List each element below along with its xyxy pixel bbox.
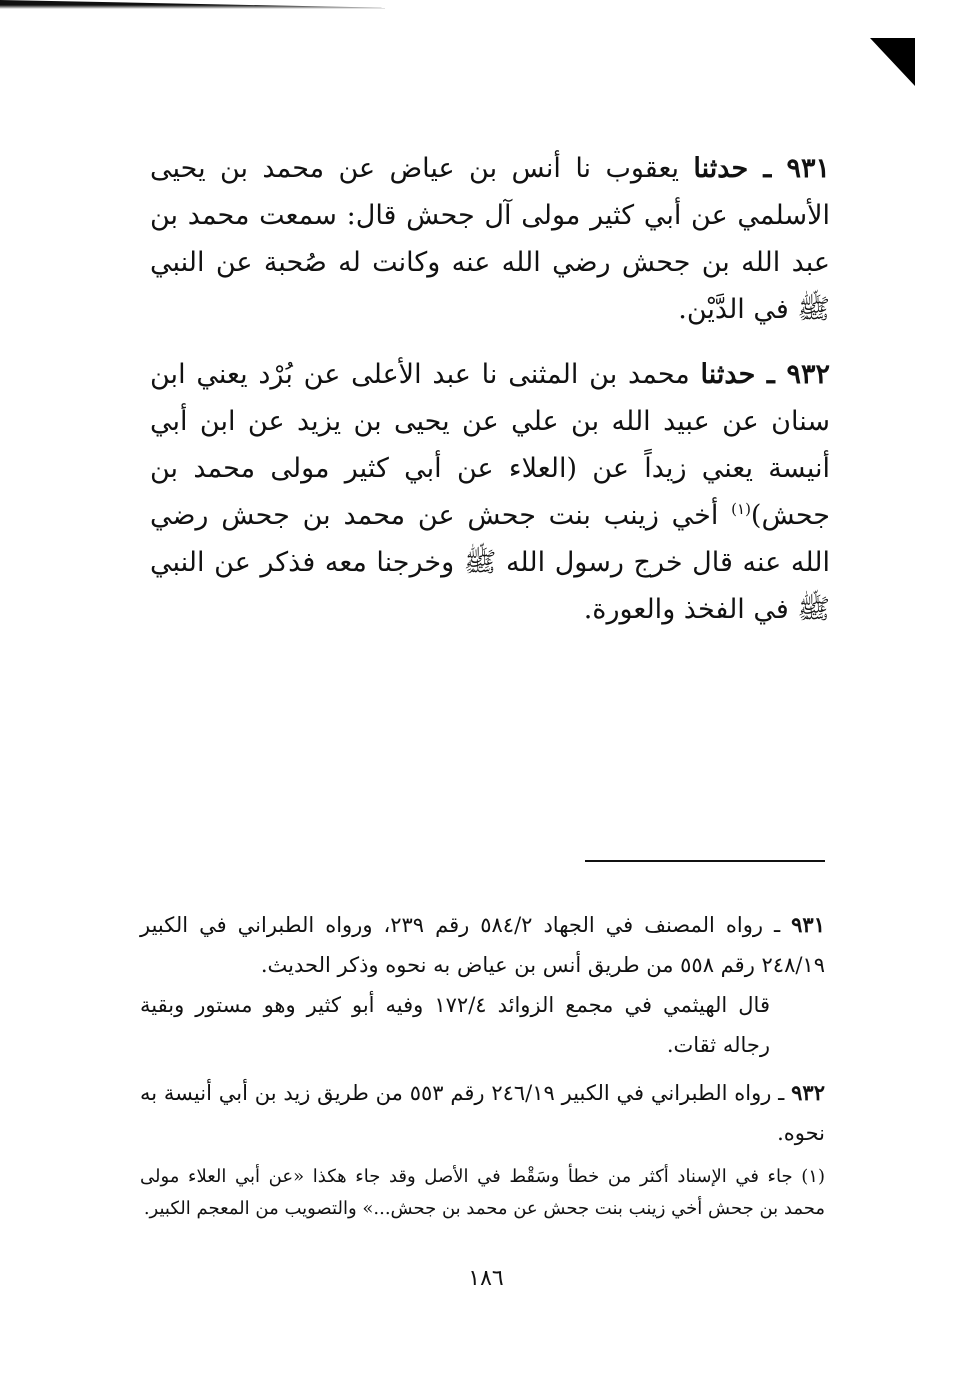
main-text-block — [150, 145, 830, 651]
hadith-lead-word: حدثنا — [700, 359, 756, 390]
hadith-number: ٩٣٢ — [786, 359, 830, 390]
hadith-text-part-2: أخي زينب بنت جحش عن محمد بن جحش رضي الله عنه قال خرج رسول الله ﷺ وخرجنا معه فذكر عن النبي ﷺ في الفخذ والعورة. — [150, 500, 830, 625]
hadith-dash: ـ — [748, 153, 787, 184]
page-number: ١٨٦ — [468, 1266, 504, 1291]
note-number: ٩٣٢ — [791, 1080, 825, 1105]
footnote-text: جاء في الإسناد أكثر من خطأ وسَقْط في الأصل وقد جاء هكذا «عن أبي العلاء مولى محمد بن جحش أخي زينب بنت جحش عن محمد بن جحش...» والتصويب من المعجم الكبير. — [140, 1166, 825, 1219]
footnote-marker: (١) — [801, 1166, 825, 1187]
hadith-text: يعقوب نا أنس بن عياض عن محمد بن يحيى الأسلمي عن أبي كثير مولى آل جحش قال: سمعت محمد بن عبد الله بن جحش رضي الله عنه وكانت له صُحبة عن النبي ﷺ في الدَّيْن. — [150, 153, 830, 325]
footnote-1 — [140, 1161, 825, 1225]
hadith-dash: ـ — [755, 359, 787, 390]
footnote-separator — [585, 860, 825, 862]
footnote-reference[interactable]: (١) — [731, 500, 751, 518]
hadith-931 — [150, 145, 830, 333]
hadith-text-part-1: محمد بن المثنى نا عبد الأعلى عن بُرْد يعني ابن سنان عن عبيد الله بن علي عن يحيى بن يزيد عن ابن أبي أنيسة يعني زيداً عن (العلاء عن أبي كثير مولى محمد بن جحش) — [150, 359, 830, 531]
note-text-continued: قال الهيثمي في مجمع الزوائد ١٧٢/٤ وفيه أبو كثير وهو مستور وبقية رجاله ثقات. — [140, 993, 770, 1057]
note-932 — [140, 1073, 825, 1153]
note-931 — [140, 905, 825, 1065]
hadith-932 — [150, 351, 830, 633]
note-number: ٩٣١ — [791, 912, 825, 937]
note-text: ـ رواه المصنف في الجهاد ٥٨٤/٢ رقم ٢٣٩، ورواه الطبراني في الكبير ٢٤٨/١٩ رقم ٥٥٨ من طريق أنس بن عياض به نحوه وذكر الحديث. — [140, 913, 825, 977]
scan-edge-line — [0, 0, 385, 9]
notes-block — [140, 905, 825, 1225]
hadith-lead-word: حدثنا — [693, 153, 749, 184]
corner-triangle-mark — [870, 38, 915, 86]
hadith-number: ٩٣١ — [786, 153, 830, 184]
note-text: ـ رواه الطبراني في الكبير ٢٤٦/١٩ رقم ٥٥٣ من طريق زيد بن أبي أنيسة به نحوه. — [140, 1081, 825, 1145]
